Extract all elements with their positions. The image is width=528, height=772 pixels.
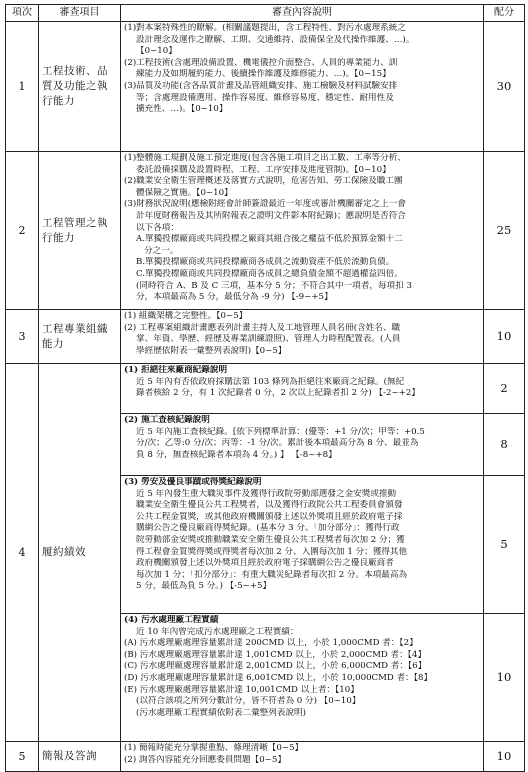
header-no: 項次 [6, 5, 39, 22]
desc-line: 近 5 年內施工查核紀錄。[依下列標準計算：(優等：+1 分/次；甲等：+0.5 [136, 426, 425, 437]
row-3-no: 3 [6, 310, 39, 364]
desc-line: (同時符合 A、B 及 C 三項，基本分 5 分；不符合其中一項者，每項扣 3 [136, 280, 412, 291]
desc-line: 職業安全衛生優良公共工程獎者，以及獲得行政院公共工程委員會頒發 [136, 500, 403, 511]
row-1-no: 1 [6, 22, 39, 152]
desc-line: (以符合該項之所列分數計分，皆不符者為 0 分) 【0~10】 [136, 696, 361, 707]
desc-line: 體保險之實施。【0~10】 [136, 187, 233, 198]
row-4c-desc [121, 476, 484, 614]
desc-line: (2) 詢答內容能充分回應委員問題【0~5】 [124, 754, 286, 765]
row-1-item: 工程技術、品質及功能之執行能力 [39, 22, 121, 152]
desc-line: (D) 污水處理廠處理容量累計達 6,001CMD 以上，小於 10,000CMD 者：【8】 [124, 672, 433, 683]
desc-line: (2) 工程專案組織計畫應表列計畫主持人及工地管理人員名冊(含姓名、職 [124, 322, 401, 333]
desc-line: (B) 污水處理廠處理容量累計達 1,001CMD 以上，小於 2,000CMD 者：【4】 [124, 649, 427, 660]
row-4c-score: 5 [484, 476, 525, 614]
desc-line: 負 8 分，無查核紀錄者本項為 4 分。) 】 【-8~+8】 [136, 449, 337, 460]
desc-line: 近 5 年內發生重大職災事件及獲得行政院勞動部選發之金安獎或推動 [136, 488, 397, 499]
row-5-desc [121, 742, 484, 772]
desc-line: (1)對本案特殊性的瞭解。(相關議題提出，含工程特性、對污水處理系統之 [124, 23, 406, 33]
row-5-item: 簡報及答詢 [39, 742, 121, 772]
desc-line: 委託設備採購及設置時程、工程、工序安排及進度管制)。【0~10】 [136, 164, 391, 175]
desc-line: 政府機關頒發上述以外獎項且經於政府電子採購網公告之優良廠商者 [136, 558, 394, 569]
desc-line: 分，本項最高為 5 分，最低分為 -9 分) 【-9~+5】 [136, 292, 333, 303]
row-4b-desc [121, 414, 484, 476]
row-5 [6, 742, 525, 772]
desc-line: (E) 污水處理廠處理容量累計達 10,001CMD 以上者：【10】 [124, 684, 359, 695]
desc-line: 計年度財務報告及其所附報表之證明文件影本附紀錄)；應說明是否符合 [136, 210, 406, 221]
desc-line: 以下各項： [136, 222, 179, 233]
row-4b-score: 8 [484, 414, 525, 476]
desc-line: 【0~10】 [136, 46, 177, 57]
desc-line: (2)職業安全衛生管理概述及落實方式說明，危害告知、勞工保險及職工團 [124, 176, 403, 187]
desc-line: (A) 污水處理廠處理容量累計達 200CMD 以上，小於 1,000CMD 者：【2】 [124, 638, 418, 649]
row-1-score: 30 [484, 22, 525, 152]
row-4a [6, 364, 525, 414]
row-4a-desc [121, 364, 484, 414]
subsection-title: (2) 施工查核紀錄說明 [124, 415, 210, 425]
desc-line: 擴充性、…)。【0~10】 [136, 104, 228, 115]
desc-line: 掌、年資、學歷、經歷及專業訓練證照)、管理人力時程配置表。(人員 [136, 334, 401, 345]
desc-line: 得工程會金質獎得獎或得獎者每次加 2 分、入圍每次加 1 分；獲得其他 [136, 546, 408, 557]
row-3-item: 工程專業組織能力 [39, 310, 121, 364]
header-score: 配分 [484, 5, 525, 22]
desc-line: (3)品質及功能(含各品質計畫及品管組織安排、施工檢驗及材料試驗安排 [124, 80, 398, 91]
desc-line: (1) 簡報時能充分掌握重點、條理清晰【0~5】 [124, 743, 304, 753]
row-4a-score: 2 [484, 364, 525, 414]
row-5-score: 10 [484, 742, 525, 772]
desc-line: 設計理念及運作之瞭解、工期、交通維持、設備保全及代操作維護、…)。 [136, 34, 415, 45]
desc-line: B.單獨投標廠商或共同投標廠商各成員之流動資產不低於流動負債。 [136, 257, 395, 268]
desc-line: (2)工程技術(含處理設備設置、機電儀控介面整合、人員的專業能力、訓 [124, 57, 398, 68]
desc-line: A.單獨投標廠商或共同投標之廠商其組合後之權益不低於預算金額十二 [136, 234, 403, 245]
desc-line: 近 10 年內曾完成污水處理廠之工程實績： [136, 626, 299, 637]
desc-line: 購網公告之優良廠商得獎紀錄。(基本分 3 分。「加分部分」：獲得行政 [136, 523, 400, 534]
desc-line: 分/次；乙等:0 分/次；丙等：-1 分/次。累計後本項最高分為 8 分、最並為 [136, 438, 419, 449]
row-3 [6, 310, 525, 364]
desc-line: 錄者核給 2 分，有 1 次紀錄者 0 分，2 次以上紀錄者扣 2 分) 【-2~+2】 [136, 388, 420, 399]
row-2-score: 25 [484, 152, 525, 310]
row-2 [6, 152, 525, 310]
row-2-no: 2 [6, 152, 39, 310]
desc-line: 學經歷依附表一彙整列表說明)【0~5】 [136, 345, 287, 356]
row-2-desc [121, 152, 484, 310]
desc-line: 等；含處理設備選用、操作容易度、維修容易度、穩定性、耐用性及 [136, 92, 394, 103]
header-desc: 審查內容說明 [121, 5, 484, 22]
desc-line: 分之一。 [144, 245, 179, 256]
desc-line: (污水處理廠工程實績依附表二彙整列表說明) [136, 707, 306, 718]
subsection-title: (1) 拒絕往來廠商紀錄說明 [124, 365, 228, 375]
desc-line: (C) 污水處理廠處理容量累計達 2,001CMD 以上，小於 6,000CMD 者：【6】 [124, 661, 427, 672]
desc-line: 5 分，最低為負 5 分。) 【-5~+5】 [136, 581, 272, 592]
desc-line: (1) 組織架構之完整性。【0~5】 [124, 311, 248, 321]
row-3-desc [121, 310, 484, 364]
row-1 [6, 22, 525, 152]
row-5-no: 5 [6, 742, 39, 772]
desc-line: 練能力及如期履約能力、後續操作維護及維修能力、…)。【0~15】 [136, 69, 391, 80]
subsection-title: (3) 勞安及優良事蹟或得獎紀錄說明 [124, 477, 262, 487]
desc-line: (3)財務狀況說明(應檢附經會計師簽證最近一年度或審計機關審定之上一會 [124, 199, 406, 210]
row-4-item: 履約績效 [39, 364, 121, 742]
row-1-desc [121, 22, 484, 152]
row-4d-desc [121, 614, 484, 742]
row-3-score: 10 [484, 310, 525, 364]
desc-line: 院勞動部金安獎或推動職業安全衛生優良公共工程獎者每次加 2 分；獲 [136, 534, 405, 545]
desc-line: C.單獨投標廠商或共同投標廠商各成員之總負債金額不超過權益四倍。 [136, 268, 403, 279]
row-2-item: 工程管理之執行能力 [39, 152, 121, 310]
desc-line: (1)整體施工規劃及施工預定進度(包含各施工項目之出工數、工率等分析、 [124, 153, 406, 163]
desc-line: 每次加 1 分；「扣分部分」：有重大職災紀錄者每次扣 2 分。本項最高為 [136, 569, 408, 580]
subsection-title: (4) 污水處理廠工程實績 [124, 615, 219, 625]
header-row [6, 5, 525, 22]
desc-line: 近 5 年內有否依政府採購法第 103 條列為拒絕往來廠商之紀錄。(無紀 [136, 376, 405, 387]
evaluation-table [5, 4, 525, 772]
desc-line: 公共工程金質獎，或其他政府機關頒發上述以外獎項且經於政府電子採 [136, 511, 403, 522]
row-4-no: 4 [6, 364, 39, 742]
header-item: 審查項目 [39, 5, 121, 22]
row-4d-score: 10 [484, 614, 525, 742]
